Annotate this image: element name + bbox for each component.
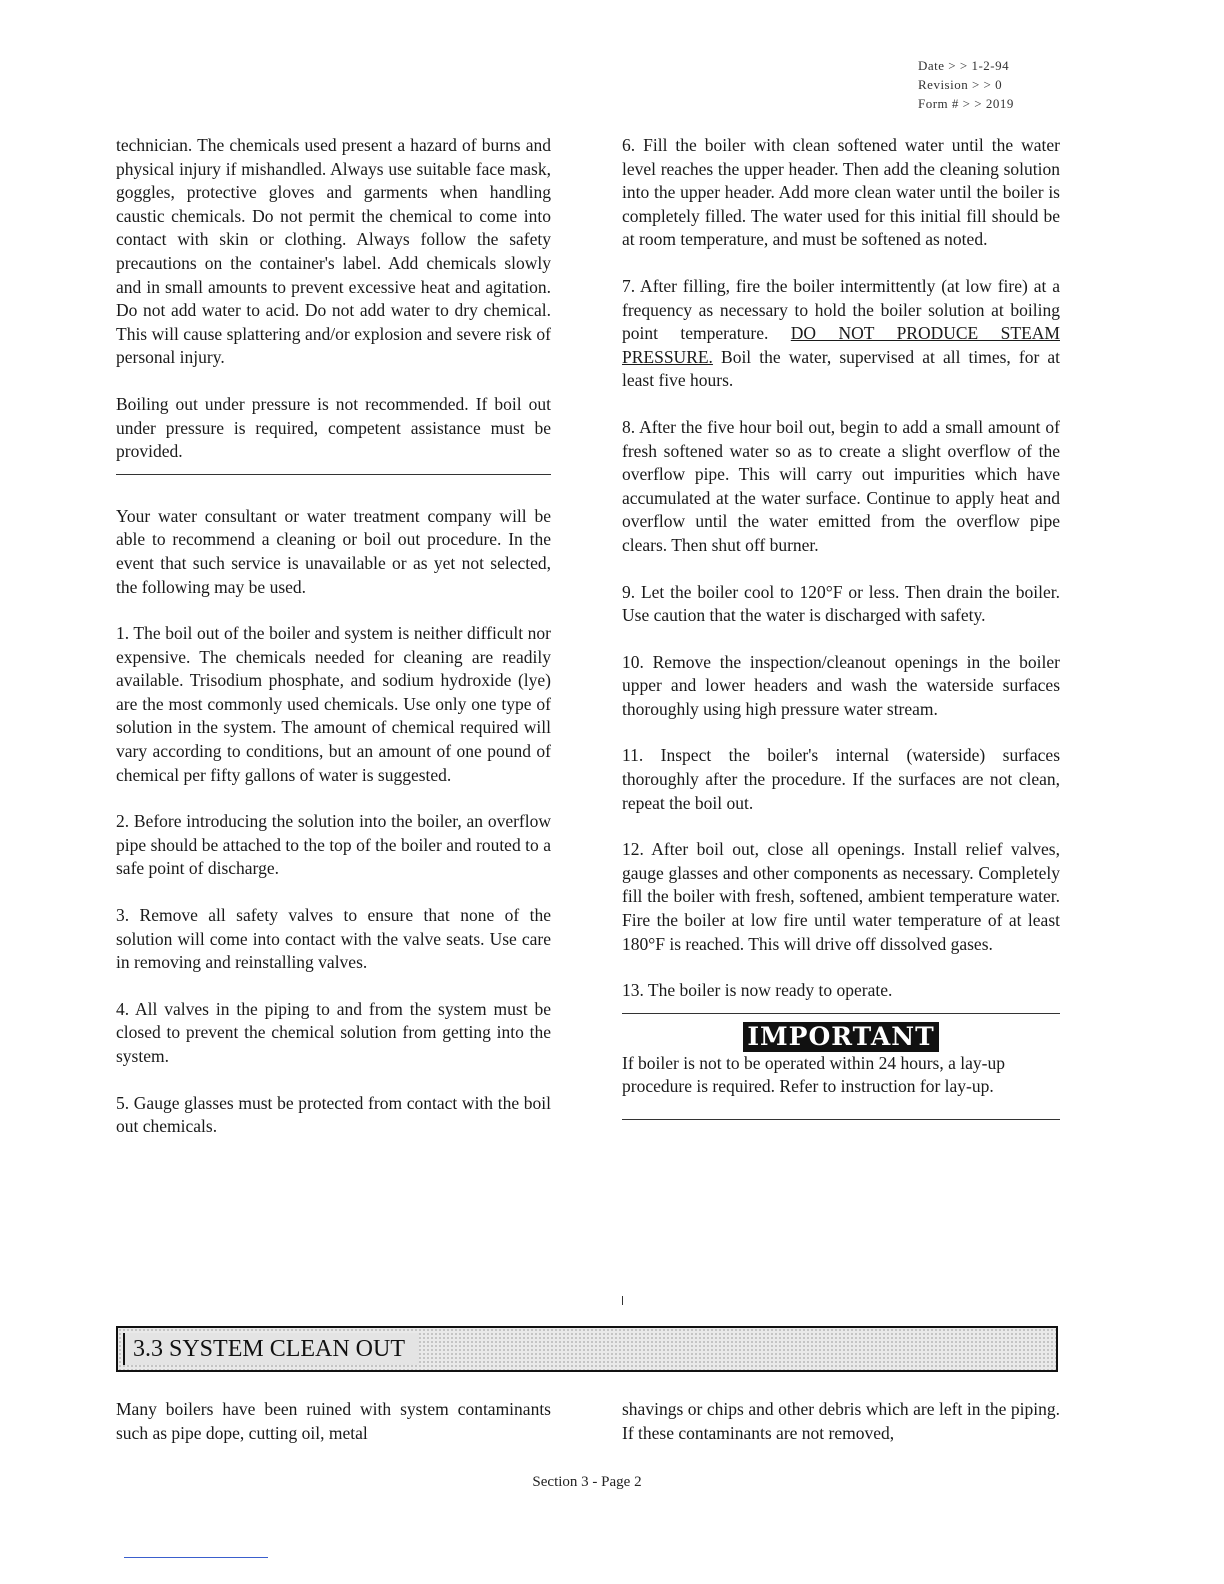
- divider: [622, 1119, 1060, 1120]
- section-header-bar: [116, 1326, 1058, 1372]
- step-7-text: 7. After filling, fire the boiler intermittently (at low fire) at a frequency as necessary to hold the boiler solution at boiling point temperature.: [622, 275, 1060, 344]
- step-5: 5. Gauge glasses must be protected from contact with the boil out chemicals.: [116, 1092, 551, 1137]
- step-8: 8. After the five hour boil out, begin to add a small amount of fresh softened water so as to create a slight overflow of the overflow pipe. This will carry out impurities which have accumulated at the water surface. Continue to apply heat and overflow until the water emitted from the overflow pipe clears. Then shut off burner.: [622, 416, 1060, 555]
- document-meta: [918, 56, 1078, 113]
- left-column: [116, 134, 551, 1162]
- step-7: [622, 275, 1060, 393]
- important-badge: IMPORTANT: [743, 1022, 938, 1052]
- paragraph: Boiling out under pressure is not recommended. If boil out under pressure is required, competent assistance must be provided.: [116, 393, 551, 462]
- step-4: 4. All valves in the piping to and from the system must be closed to prevent the chemical solution from getting into the system.: [116, 998, 551, 1066]
- form-line: Form # > > 2019: [918, 96, 1014, 111]
- step-7-text-end: Boil the water, supervised at all times, for at least five hours.: [622, 346, 1060, 391]
- scan-artifact-line: [124, 1557, 268, 1558]
- step-11: 11. Inspect the boiler's internal (waterside) surfaces thoroughly after the procedure. If the surfaces are not clean, repeat the boil out.: [622, 745, 1060, 813]
- section-title: 3.3 SYSTEM CLEAN OUT: [123, 1333, 419, 1365]
- section-text-left: Many boilers have been ruined with system contaminants such as pipe dope, cutting oil, metal: [116, 1399, 551, 1443]
- date-line: Date > > 1-2-94: [918, 58, 1010, 73]
- step-3: 3. Remove all safety valves to ensure that none of the solution will come into contact with the valve seats. Use care in removing and reinstalling valves.: [116, 905, 551, 973]
- important-text: If boiler is not to be operated within 24 hours, a lay-up procedure is required. Refer to instruction for lay-up.: [622, 1052, 1005, 1097]
- step-1: 1. The boil out of the boiler and system is neither difficult nor expensive. The chemicals needed for cleaning are readily available. Trisodium phosphate, and sodium hydroxide (lye) are the most commonly used chemicals. Use only one type of solution in the system. The amount of chemical required will vary according to conditions, but an amount of one pound of chemical per fifty gallons of water is suggested.: [116, 623, 551, 785]
- revision-line: Revision > > 0: [918, 77, 1003, 92]
- paragraph: technician. The chemicals used present a hazard of burns and physical injury if mishandled. Always use suitable face mask, goggles, protective gloves and garments when handling caustic chemicals. Do not permit the chemical to come into contact with skin or clothing. Always follow the safety precautions on the container's label. Add chemicals slowly and in small amounts to prevent excessive heat and agitation. Do not add water to acid. Do not add water to dry chemical. This will cause splattering and/or explosion and severe risk of personal injury.: [116, 135, 551, 368]
- step-13: 13. The boiler is now ready to operate.: [622, 980, 893, 1001]
- step-9: 9. Let the boiler cool to 120°F or less. Then drain the boiler. Use caution that the water is discharged with safety.: [622, 581, 1060, 626]
- right-column: [622, 134, 1060, 1120]
- divider: [116, 474, 551, 475]
- step-2: 2. Before introducing the solution into the boiler, an overflow pipe should be attached to the top of the boiler and routed to a safe point of discharge.: [116, 811, 551, 879]
- step-6: 6. Fill the boiler with clean softened water until the water level reaches the upper header. Then add the cleaning solution into the upper header. Add more clean water until the boiler is completely filled. The water used for this initial fill should be at room temperature, and must be softened as noted.: [622, 135, 1060, 250]
- step-10: 10. Remove the inspection/cleanout openings in the boiler upper and lower headers and wash the waterside surfaces thoroughly using high pressure water stream.: [622, 651, 1060, 719]
- important-notice: [622, 1014, 1060, 1052]
- step-12: 12. After boil out, close all openings. Install relief valves, gauge glasses and other components as necessary. Completely fill the boiler with fresh, softened, ambient temperature water. Fire the boiler at low fire until water temperature of at least 180°F is reached. This will drive off dissolved gases.: [622, 839, 1060, 954]
- step-7-warning: DO NOT PRODUCE STEAM PRESSURE.: [622, 323, 1060, 367]
- page-footer: Section 3 - Page 2: [532, 1474, 642, 1490]
- scan-mark: [622, 1296, 623, 1305]
- section-text-right: shavings or chips and other debris which are left in the piping. If these contaminants are not removed,: [622, 1399, 1060, 1443]
- paragraph: Your water consultant or water treatment company will be able to recommend a cleaning or boil out procedure. In the event that such service is unavailable or as yet not selected, the following may be used.: [116, 505, 551, 597]
